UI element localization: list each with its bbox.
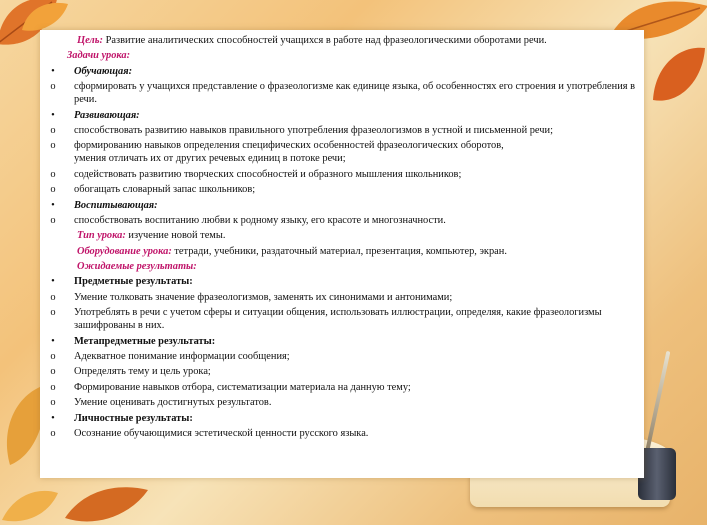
list-item <box>40 124 644 137</box>
item-text: Осознание обучающимися эстетической ценности русского языка. <box>74 427 369 439</box>
lesson-plan-text <box>40 34 644 442</box>
bullet-marker: o <box>50 184 56 196</box>
list-item <box>40 412 644 425</box>
list-item <box>40 214 644 227</box>
autumn-leaf-icon <box>60 478 150 525</box>
autumn-leaf-icon <box>645 40 707 110</box>
item-text: способствовать воспитанию любви к родному языку, его красоте и многозначности. <box>74 214 446 226</box>
list-item <box>40 65 644 78</box>
item-text: Развивающая: <box>74 109 140 121</box>
item-text: Определять тему и цель урока; <box>74 366 211 378</box>
goal-text: Развитие аналитических способностей учащихся в работе над фразеологическими оборотами речи. <box>105 35 547 46</box>
item-text: Личностные результаты: <box>74 412 193 424</box>
tasks-label: Задачи урока: <box>67 50 131 62</box>
results-label: Ожидаемые результаты: <box>77 261 197 273</box>
list-item <box>40 152 644 165</box>
list-item <box>40 350 644 363</box>
lesson-type-label: Тип урока: <box>77 230 126 242</box>
goal-line <box>40 34 644 47</box>
bullet-marker: o <box>50 214 56 226</box>
list-item <box>40 381 644 394</box>
lesson-type-text: изучение новой темы. <box>125 230 226 242</box>
list-item <box>40 199 644 212</box>
equipment-label: Оборудование урока: <box>77 245 172 257</box>
bullet-marker: o <box>50 81 56 93</box>
item-text: Умение оценивать достигнутых результатов. <box>74 397 272 409</box>
list-item <box>40 275 644 288</box>
item-text: сформировать у учащихся представление о фразеологизме как единице языка, об особенностях его строения и употребления в речи. <box>74 81 636 106</box>
list-item <box>40 306 644 332</box>
list-item <box>40 396 644 409</box>
results-list <box>40 275 644 440</box>
goal-label: Цель: <box>77 35 103 46</box>
equipment-text: тетради, учебники, раздаточный материал, презентация, компьютер, экран. <box>171 245 507 257</box>
bullet-marker: o <box>50 140 56 152</box>
list-item <box>40 427 644 440</box>
tasks-list <box>40 65 644 227</box>
lesson-plan-card <box>40 30 644 478</box>
item-text: Адекватное понимание информации сообщения; <box>74 351 290 363</box>
bullet-marker: • <box>51 199 55 211</box>
item-text: Умение толковать значение фразеологизмов, заменять их синонимами и антонимами; <box>74 291 453 303</box>
item-text: умения отличать их от других речевых единиц в потоке речи; <box>74 153 346 165</box>
bullet-marker: • <box>51 276 55 288</box>
item-text: Обучающая: <box>74 65 133 77</box>
bullet-marker: o <box>50 124 56 136</box>
list-item <box>40 109 644 122</box>
equipment-line <box>40 245 644 258</box>
bullet-marker: o <box>50 366 56 378</box>
item-text: Употреблять в речи с учетом сферы и ситуации общения, использовать иллюстрации, определяя, какие фразеологизмы зашифрованы в них. <box>74 307 602 332</box>
bullet-marker: o <box>50 291 56 303</box>
lesson-type-line <box>40 229 644 242</box>
bullet-marker: • <box>51 109 55 121</box>
list-item <box>40 168 644 181</box>
bullet-marker: • <box>51 335 55 347</box>
list-item <box>40 291 644 304</box>
item-text: Воспитывающая: <box>74 199 158 211</box>
item-text: содействовать развитию творческих способностей и образного мышления школьников; <box>74 168 462 180</box>
list-item <box>40 139 644 152</box>
bullet-marker: o <box>50 397 56 409</box>
item-text: Метапредметные результаты: <box>74 335 216 347</box>
list-item <box>40 365 644 378</box>
bullet-marker: o <box>50 351 56 363</box>
autumn-leaf-icon <box>0 485 60 525</box>
autumn-leaf-icon <box>20 0 70 34</box>
item-text: способствовать развитию навыков правильного употребления фразеологизмов в устной и письменной речи; <box>74 124 553 136</box>
list-item <box>40 335 644 348</box>
results-heading <box>40 260 644 273</box>
bullet-marker: o <box>50 168 56 180</box>
item-text: Формирование навыков отбора, систематизации материала на данную тему; <box>74 381 411 393</box>
item-text: обогащать словарный запас школьников; <box>74 184 256 196</box>
bullet-marker: • <box>51 65 55 77</box>
bullet-marker: • <box>51 412 55 424</box>
bullet-marker: o <box>50 307 56 319</box>
tasks-heading <box>40 49 644 62</box>
item-text: Предметные результаты: <box>74 276 193 288</box>
list-item <box>40 183 644 196</box>
bullet-marker: o <box>50 381 56 393</box>
item-text: формированию навыков определения специфических особенностей фразеологических оборотов, <box>74 140 504 152</box>
list-item <box>40 80 644 106</box>
bullet-marker: o <box>50 427 56 439</box>
